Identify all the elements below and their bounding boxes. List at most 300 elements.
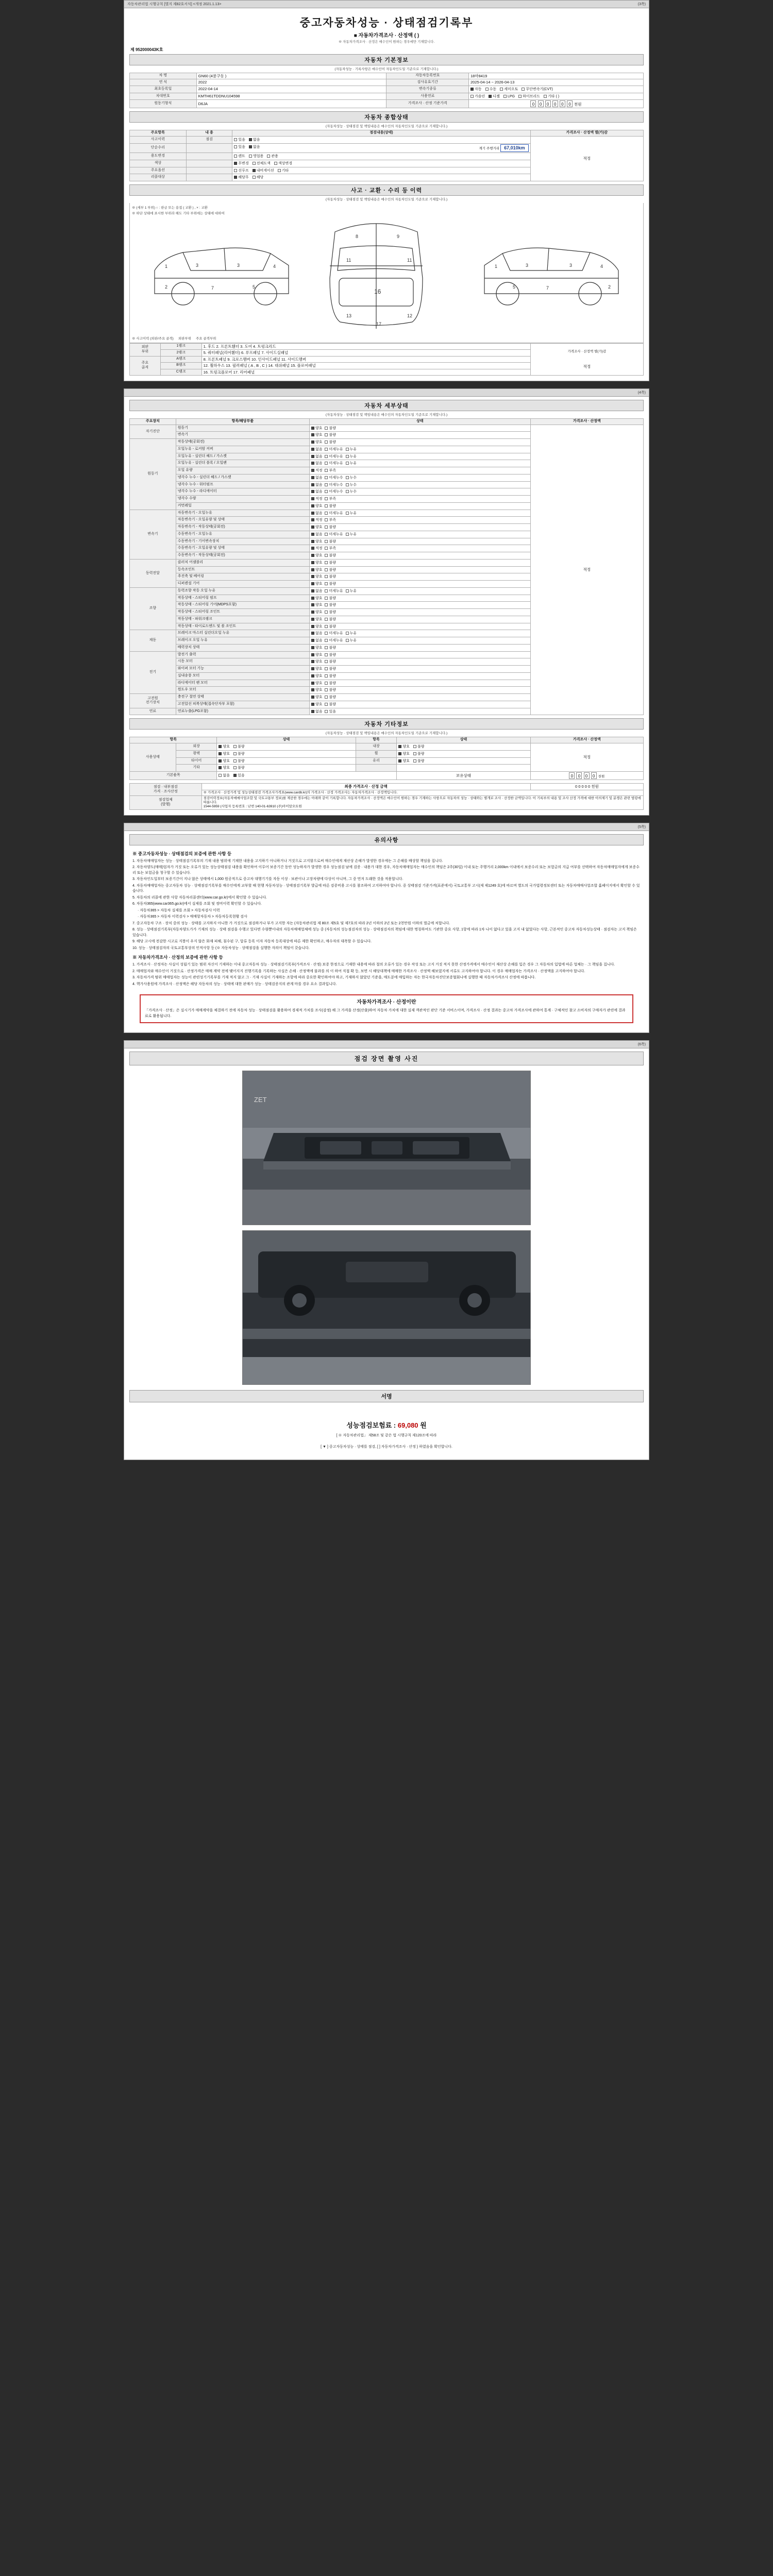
checkbox-icon[interactable] — [311, 483, 314, 486]
polish-good[interactable]: 양호 — [219, 752, 230, 757]
checkbox-icon[interactable] — [325, 674, 328, 677]
state-option-양호[interactable] — [311, 667, 323, 672]
state-option-미세누유[interactable] — [325, 462, 343, 466]
state-option-누수[interactable] — [346, 476, 357, 481]
recall-yes[interactable]: 해당 — [253, 176, 264, 180]
exterior-bad[interactable]: 불량 — [233, 745, 245, 750]
state-option-불량[interactable] — [325, 603, 336, 608]
state-option-부족[interactable] — [325, 497, 336, 502]
checkbox-icon[interactable] — [325, 490, 328, 493]
state-option-label: 양호 — [315, 426, 323, 430]
state-option-양호[interactable] — [311, 688, 323, 693]
state-option-label: 불량 — [329, 596, 336, 600]
state-option-불량[interactable] — [325, 540, 336, 545]
state-option-누수[interactable] — [346, 490, 357, 495]
state-option-label: 양호 — [315, 696, 323, 700]
state-option-누유[interactable] — [346, 632, 357, 636]
state-option-불량[interactable] — [325, 575, 336, 580]
state-option-불량[interactable] — [325, 696, 336, 700]
checkbox-icon[interactable] — [325, 497, 328, 500]
state-option-미세누유[interactable] — [325, 632, 343, 636]
state-option-없음[interactable] — [311, 455, 323, 460]
state-option-없음[interactable] — [311, 710, 323, 715]
state-option-양호[interactable] — [311, 603, 323, 608]
state-option-양호[interactable] — [311, 674, 323, 679]
state-option-미세누유[interactable] — [325, 639, 343, 643]
fuel-lpg[interactable]: LPG — [503, 95, 515, 99]
state-option-불량[interactable] — [325, 653, 336, 658]
state-option-적정[interactable] — [311, 469, 323, 473]
state-option-양호[interactable] — [311, 618, 323, 622]
notice-item: 3. 자동차인도일부터 보증기간이 지나 않은 상태에서 1,000 원공적으로 중고차 대행기기를 자동 이상 · 보관이나 고장차량에 다상이 아니며, 그 중 먼저 도래한 것을 적용합니다. — [132, 877, 404, 882]
state-option-label: 부족 — [329, 469, 336, 473]
state-option-없음[interactable] — [311, 632, 323, 636]
checkbox-icon[interactable] — [311, 540, 314, 543]
checkbox-icon[interactable] — [325, 462, 328, 465]
band-overall-note: (자동차성능 · 상태점검 및 책임내용은 매수인의 자동차인도일 기준으로 기재합니다.) — [325, 125, 448, 129]
state-option-양호[interactable] — [311, 653, 323, 658]
state-option-label: 불량 — [329, 646, 336, 650]
state-option-label: 양호 — [315, 681, 323, 685]
state-option-양호[interactable] — [311, 611, 323, 615]
state-option-미세누유[interactable] — [325, 533, 343, 537]
detail-item-state — [309, 566, 530, 573]
state-option-양호[interactable] — [311, 582, 323, 587]
row-usage-value — [232, 153, 530, 160]
state-option-부족[interactable] — [325, 469, 336, 473]
state-option-누유[interactable] — [346, 639, 357, 643]
fuel-hybrid[interactable]: 하이브리드 — [518, 95, 540, 99]
checkbox-icon[interactable] — [311, 646, 314, 649]
checkbox-icon[interactable] — [311, 440, 314, 444]
rank-b-parts: 12. 휠하우스 13. 필러패널 ( A , B , C ) 14. 대쉬패널 15. 플로어패널 — [201, 363, 530, 369]
checkbox-icon[interactable] — [311, 497, 314, 500]
state-option-양호[interactable] — [311, 427, 323, 431]
state-option-불량[interactable] — [325, 554, 336, 558]
detail-item-state — [309, 517, 530, 524]
state-option-label: 적정 — [315, 547, 323, 551]
checkbox-icon[interactable] — [311, 512, 314, 515]
checkbox-icon[interactable] — [325, 533, 328, 536]
equipment-yes[interactable]: 있음 — [233, 774, 245, 778]
checkbox-icon[interactable] — [325, 582, 328, 585]
basic-info-table — [129, 73, 644, 108]
state-option-양호[interactable] — [311, 660, 323, 665]
state-option-불량[interactable] — [325, 618, 336, 622]
svg-text:2: 2 — [608, 284, 611, 290]
checkbox-icon[interactable] — [311, 448, 314, 451]
state-option-불량[interactable] — [325, 504, 336, 509]
etc-good[interactable]: 양호 — [219, 766, 230, 771]
checkbox-icon[interactable] — [325, 639, 328, 642]
detail-item-state — [309, 680, 530, 687]
checkbox-icon[interactable] — [325, 632, 328, 635]
checkbox-icon[interactable] — [311, 427, 314, 430]
state-option-불량[interactable] — [325, 526, 336, 530]
checkbox-icon[interactable] — [311, 476, 314, 479]
state-option-누유[interactable] — [346, 512, 357, 516]
checkbox-icon[interactable] — [346, 632, 349, 635]
state-option-미세누유[interactable] — [325, 512, 343, 516]
checkbox-icon[interactable] — [325, 561, 328, 564]
state-option-label: 불량 — [329, 681, 336, 685]
state-option-양호[interactable] — [311, 554, 323, 558]
state-option-label: 불량 — [329, 660, 336, 664]
checkbox-icon[interactable] — [311, 710, 314, 713]
checkbox-icon[interactable] — [325, 575, 328, 578]
checkbox-icon[interactable] — [325, 448, 328, 451]
state-basic-equipment — [217, 772, 397, 780]
state-option-누유[interactable] — [346, 455, 357, 460]
detail-group-조향: 조향 — [130, 587, 176, 630]
checkbox-icon[interactable] — [325, 483, 328, 486]
state-option-불량[interactable] — [325, 674, 336, 679]
checkbox-icon[interactable] — [325, 653, 328, 656]
state-option-누유[interactable] — [346, 448, 357, 452]
car-diagram — [132, 216, 641, 335]
option-semiauto[interactable]: 세미오토 — [500, 88, 518, 92]
checkbox-icon[interactable] — [346, 455, 349, 458]
checkbox-icon[interactable] — [325, 625, 328, 628]
checkbox-icon[interactable] — [325, 667, 328, 670]
checkbox-icon[interactable] — [325, 696, 328, 699]
state-option-양호[interactable] — [311, 682, 323, 686]
checkbox-icon[interactable] — [311, 554, 314, 557]
issuer-text: 점검이력정보(자동차매매사업조합 및 국토교통부 정보)를 제공한 경우에는 아래와 같이 기록합니다. 자동차가격조사 · 산정액은 매수인이 원하는 경우 기재하는 사항으로 자동차의 성능 · 상태와는 별개로 조사 · 산정한 금액입니다. 이 기록부의 내용 및 조사 산정 가격에 대한 이의제기 및 분쟁은 관련 법령에 따릅니다. — [203, 796, 641, 804]
checkbox-icon[interactable] — [325, 554, 328, 557]
color-none[interactable]: 무변경 — [234, 162, 248, 166]
checkbox-icon[interactable] — [311, 469, 314, 472]
state-option-불량[interactable] — [325, 688, 336, 693]
state-option-미세누수[interactable] — [325, 476, 343, 481]
state-option-불량[interactable] — [325, 568, 336, 573]
state-option-불량[interactable] — [325, 561, 336, 566]
checkbox-icon[interactable] — [325, 611, 328, 614]
checkbox-icon[interactable] — [325, 526, 328, 529]
state-option-불량[interactable] — [325, 682, 336, 686]
checkbox-icon[interactable] — [311, 682, 314, 685]
state-option-양호[interactable] — [311, 440, 323, 445]
option-navigation[interactable]: 내비게이션 — [253, 169, 274, 174]
checkbox-icon[interactable] — [325, 540, 328, 543]
document-number: 제 952000043K호 — [130, 47, 163, 52]
row-accident-value — [232, 137, 530, 144]
wheel-bad[interactable]: 불량 — [413, 752, 425, 757]
checkbox-icon[interactable] — [311, 582, 314, 585]
svg-text:3: 3 — [569, 263, 573, 268]
value-year: 2022 — [196, 79, 386, 86]
item-wheel: 휠 — [356, 750, 397, 757]
state-option-label: 적정 — [315, 469, 323, 473]
interior-good[interactable]: 양호 — [398, 745, 410, 750]
checkbox-icon[interactable] — [311, 688, 314, 691]
checkbox-icon[interactable] — [325, 518, 328, 521]
state-option-label: 양호 — [315, 568, 323, 572]
fuel-diesel[interactable]: 디젤 — [489, 95, 500, 99]
svg-text:4: 4 — [600, 264, 603, 269]
polish-bad[interactable]: 불량 — [233, 752, 245, 757]
checkbox-icon[interactable] — [325, 427, 328, 430]
checkbox-icon[interactable] — [346, 639, 349, 642]
equipment-none[interactable]: 없음 — [219, 774, 230, 778]
option-cvt[interactable]: 무단변속기(CVT) — [522, 88, 552, 92]
state-option-label: 미세누수 — [329, 476, 343, 480]
checkbox-icon[interactable] — [325, 646, 328, 649]
state-option-적정[interactable] — [311, 518, 323, 523]
tire-good[interactable]: 양호 — [219, 759, 230, 764]
detail-item-label: 냉각수 누수 - 워터펌프 — [176, 481, 309, 488]
state-option-label: 양호 — [315, 688, 323, 692]
state-option-없음[interactable] — [311, 476, 323, 481]
state-option-미세누유[interactable] — [325, 589, 343, 594]
checkbox-icon[interactable] — [311, 618, 314, 621]
glass-good[interactable]: 양호 — [398, 759, 410, 764]
wheel-good[interactable]: 양호 — [398, 752, 410, 757]
checkbox-icon[interactable] — [325, 618, 328, 621]
checkbox-icon[interactable] — [311, 597, 314, 600]
price-digit: 0 — [560, 100, 565, 107]
checkbox-icon[interactable] — [311, 455, 314, 458]
footer-note-2: [ ▼ ] 중고자동차성능 · 상태를 점검, [ ] 자동차가격조사 · 산정 } 하였음을 확인합니다. — [321, 1445, 452, 1449]
state-option-양호[interactable] — [311, 504, 323, 509]
state-option-label: 누수 — [349, 483, 357, 487]
repair-no[interactable]: 없음 — [249, 145, 260, 150]
glass-bad[interactable]: 불량 — [413, 759, 425, 764]
checkbox-icon[interactable] — [311, 526, 314, 529]
detail-item-state — [309, 531, 530, 538]
checkbox-icon[interactable] — [311, 703, 314, 706]
option-sunroof[interactable]: 선루프 — [234, 169, 248, 174]
checkbox-icon[interactable] — [311, 603, 314, 606]
state-option-불량[interactable] — [325, 427, 336, 431]
col-other-price: 가격조사 · 산정액 — [530, 737, 643, 743]
checkbox-icon[interactable] — [311, 547, 314, 550]
checkbox-icon[interactable] — [311, 632, 314, 635]
checkbox-icon[interactable] — [325, 547, 328, 550]
color-changed[interactable]: 색상변경 — [274, 162, 292, 166]
table-row — [130, 93, 644, 100]
state-option-label: 없음 — [315, 632, 323, 636]
tire-bad[interactable]: 불량 — [233, 759, 245, 764]
checkbox-icon[interactable] — [346, 589, 349, 592]
mileage-value: 67,010km — [500, 144, 529, 152]
detail-item-state — [309, 658, 530, 666]
checkbox-icon[interactable] — [346, 533, 349, 536]
svg-text:8: 8 — [356, 234, 359, 239]
state-option-미세누수[interactable] — [325, 490, 343, 495]
state-option-불량[interactable] — [325, 625, 336, 630]
state-option-label: 불량 — [329, 433, 336, 437]
checkbox-icon[interactable] — [325, 603, 328, 606]
state-option-label: 불량 — [329, 561, 336, 565]
checkbox-icon[interactable] — [325, 589, 328, 592]
state-option-label: 없음 — [315, 639, 323, 643]
state-option-미세누유[interactable] — [325, 448, 343, 452]
checkbox-icon[interactable] — [325, 688, 328, 691]
label-year: 연 식 — [130, 79, 197, 86]
state-option-label: 양호 — [315, 526, 323, 530]
option-manual[interactable]: 수동 — [485, 88, 497, 92]
state-option-불량[interactable] — [325, 703, 336, 707]
option-auto[interactable]: 자동 — [470, 88, 482, 92]
state-option-없음[interactable] — [311, 512, 323, 516]
detail-item-state — [309, 510, 530, 517]
state-option-불량[interactable] — [325, 582, 336, 587]
checkbox-icon[interactable] — [311, 433, 314, 436]
svg-text:9: 9 — [397, 234, 400, 239]
state-option-양호[interactable] — [311, 597, 323, 601]
checkbox-icon[interactable] — [311, 490, 314, 493]
state-option-없음[interactable] — [311, 589, 323, 594]
state-option-label: 불량 — [329, 575, 336, 579]
checkbox-icon[interactable] — [325, 455, 328, 458]
state-option-미세누유[interactable] — [325, 455, 343, 460]
usage-commercial[interactable]: 영업용 — [249, 155, 263, 159]
final-price-title — [201, 784, 530, 790]
svg-text:3: 3 — [526, 263, 529, 268]
state-option-양호[interactable] — [311, 540, 323, 545]
checkbox-icon[interactable] — [325, 660, 328, 663]
detail-item-state — [309, 496, 530, 503]
state-option-label: 양호 — [315, 596, 323, 600]
checkbox-icon[interactable] — [311, 518, 314, 521]
state-option-label: 양호 — [315, 702, 323, 706]
fuel-etc[interactable]: 기타 ( ) — [544, 95, 559, 99]
state-option-미세누수[interactable] — [325, 483, 343, 488]
state-option-있음[interactable] — [325, 710, 336, 715]
checkbox-icon[interactable] — [311, 667, 314, 670]
rank-1-parts: 1. 후드 2. 프론트휀더 3. 도어 4. 트렁크리드 — [201, 344, 530, 350]
detail-item-state — [309, 616, 530, 623]
state-option-불량[interactable] — [325, 611, 336, 615]
detail-item-label: 등속조인트 — [176, 566, 309, 573]
checkbox-icon[interactable] — [311, 533, 314, 536]
repair-yes[interactable]: 있음 — [234, 145, 245, 150]
state-option-불량[interactable] — [325, 433, 336, 438]
checkbox-icon[interactable] — [346, 448, 349, 451]
state-option-양호[interactable] — [311, 526, 323, 530]
state-option-양호[interactable] — [311, 561, 323, 566]
checkbox-icon[interactable] — [311, 674, 314, 677]
checkbox-icon[interactable] — [311, 696, 314, 699]
state-option-없음[interactable] — [311, 462, 323, 466]
state-option-누유[interactable] — [346, 533, 357, 537]
color-full[interactable]: 전체도색 — [253, 162, 271, 166]
state-option-불량[interactable] — [325, 660, 336, 665]
checkbox-icon[interactable] — [311, 611, 314, 614]
option-etc[interactable]: 기타 — [278, 169, 289, 174]
state-option-양호[interactable] — [311, 625, 323, 630]
checkbox-icon[interactable] — [346, 476, 349, 479]
state-option-양호[interactable] — [311, 568, 323, 573]
state-option-불량[interactable] — [325, 646, 336, 651]
accident-yes[interactable]: 있음 — [234, 138, 245, 143]
page-marker-4: (6쪽) — [637, 1043, 646, 1047]
checkbox-icon[interactable] — [311, 625, 314, 628]
checkbox-icon[interactable] — [346, 512, 349, 515]
state-option-적정[interactable] — [311, 497, 323, 502]
state-option-label: 불량 — [329, 582, 336, 586]
interior-bad[interactable]: 불량 — [413, 745, 425, 750]
state-option-양호[interactable] — [311, 646, 323, 651]
state-option-양호[interactable] — [311, 703, 323, 707]
state-option-누유[interactable] — [346, 462, 357, 466]
state-option-불량[interactable] — [325, 597, 336, 601]
detail-item-state — [309, 446, 530, 453]
checkbox-icon[interactable] — [325, 597, 328, 600]
checkbox-icon[interactable] — [311, 653, 314, 656]
fuel-gasoline[interactable]: 가솔린 — [470, 95, 485, 99]
checkbox-icon[interactable] — [311, 561, 314, 564]
checkbox-icon[interactable] — [346, 483, 349, 486]
checkbox-icon[interactable] — [325, 433, 328, 436]
checkbox-icon[interactable] — [325, 504, 328, 507]
state-option-없음[interactable] — [311, 639, 323, 643]
checkbox-icon[interactable] — [311, 568, 314, 571]
detail-item-label: 추진축 및 베어링 — [176, 573, 309, 581]
checkbox-icon[interactable] — [311, 660, 314, 663]
inspection-insurance-fee — [129, 1416, 644, 1432]
state-option-부족[interactable] — [325, 547, 336, 551]
svg-text:7: 7 — [211, 285, 214, 291]
checkbox-icon[interactable] — [325, 512, 328, 515]
final-price-unit: 0 0 0 0 0 천원 — [530, 784, 643, 790]
label-drive-type: 사용연료 — [386, 93, 469, 100]
state-interior — [397, 743, 530, 751]
state-option-불량[interactable] — [325, 667, 336, 672]
state-option-양호[interactable] — [311, 696, 323, 700]
state-option-적정[interactable] — [311, 547, 323, 551]
checkbox-icon[interactable] — [311, 504, 314, 507]
exterior-good[interactable]: 양호 — [219, 745, 230, 750]
state-option-양호[interactable] — [311, 433, 323, 438]
state-option-없음[interactable] — [311, 483, 323, 488]
checkbox-icon[interactable] — [311, 575, 314, 578]
checkbox-icon[interactable] — [325, 440, 328, 444]
usage-rent[interactable]: 렌트 — [234, 155, 245, 159]
checkbox-icon[interactable] — [346, 490, 349, 493]
checkbox-icon[interactable] — [325, 568, 328, 571]
checkbox-icon[interactable] — [311, 639, 314, 642]
etc-bad[interactable]: 불량 — [233, 766, 245, 771]
checkbox-icon[interactable] — [325, 710, 328, 713]
checkbox-icon[interactable] — [325, 476, 328, 479]
checkbox-icon[interactable] — [346, 462, 349, 465]
state-option-label: 불량 — [329, 653, 336, 657]
detail-item-label: 브레이크 오일 누유 — [176, 637, 309, 645]
checkbox-icon[interactable] — [311, 589, 314, 592]
checkbox-icon[interactable] — [325, 682, 328, 685]
state-option-부족[interactable] — [325, 518, 336, 523]
svg-text:5: 5 — [253, 284, 256, 290]
state-option-없음[interactable] — [311, 448, 323, 452]
detail-item-label: 시동 모터 — [176, 658, 309, 666]
state-option-없음[interactable] — [311, 490, 323, 495]
recall-none[interactable]: 해당무 — [234, 176, 248, 180]
state-option-누수[interactable] — [346, 483, 357, 488]
checkbox-icon[interactable] — [311, 462, 314, 465]
state-option-양호[interactable] — [311, 575, 323, 580]
state-option-없음[interactable] — [311, 533, 323, 537]
state-option-불량[interactable] — [325, 440, 336, 445]
usage-government[interactable]: 관용 — [267, 155, 278, 159]
checkbox-icon[interactable] — [325, 469, 328, 472]
detail-item-label: 발전기 출력 — [176, 651, 309, 658]
accident-no[interactable]: 없음 — [249, 138, 260, 143]
checkbox-icon[interactable] — [325, 703, 328, 706]
state-option-label: 없음 — [315, 483, 323, 487]
state-option-누유[interactable] — [346, 589, 357, 594]
